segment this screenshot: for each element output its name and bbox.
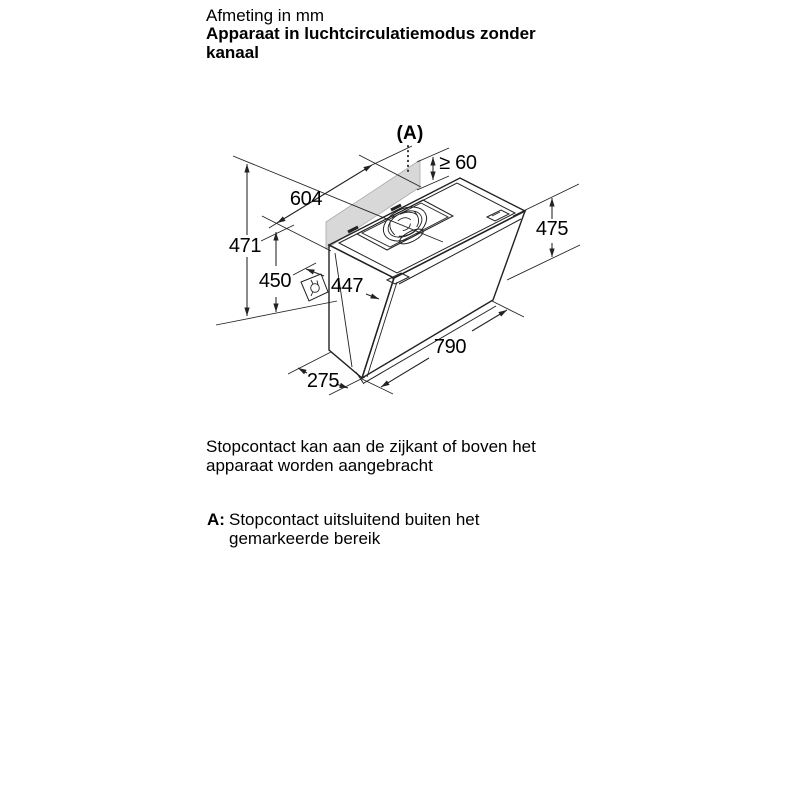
dimensions-unit-note: Afmeting in mm [206, 6, 325, 25]
mounting-clip-right [487, 210, 509, 221]
dim-label-475: 475 [535, 218, 569, 240]
dim-275-left [298, 368, 307, 373]
dim-447-left [306, 269, 324, 276]
dim-label-447: 447 [330, 275, 364, 297]
dim-label-604: 604 [289, 188, 323, 210]
socket-note-line2: apparaat worden aangebracht [206, 456, 433, 475]
diagram-title-line2: kanaal [206, 43, 259, 62]
marker-a-label: (A) [396, 123, 424, 144]
dim-label-790: 790 [433, 336, 467, 358]
dim-label-450: 450 [258, 270, 292, 292]
diagram-title-line1: Apparaat in luchtcirculatiemodus zonder [206, 24, 536, 43]
dim-447-right [366, 294, 379, 299]
dim-790-right [472, 310, 507, 331]
power-socket-icon [301, 274, 328, 301]
note-a-label: A: [207, 510, 225, 529]
note-a-line1: Stopcontact uitsluitend buiten het [229, 510, 480, 529]
note-a-line2: gemarkeerde bereik [229, 529, 381, 548]
dim-label-275: 275 [306, 370, 340, 392]
socket-note-line1: Stopcontact kan aan de zijkant of boven het [206, 437, 536, 456]
mounting-clip-front [387, 273, 409, 284]
dim-label-471: 471 [228, 235, 262, 257]
dim-label-clearance: ≥ 60 [439, 152, 477, 174]
